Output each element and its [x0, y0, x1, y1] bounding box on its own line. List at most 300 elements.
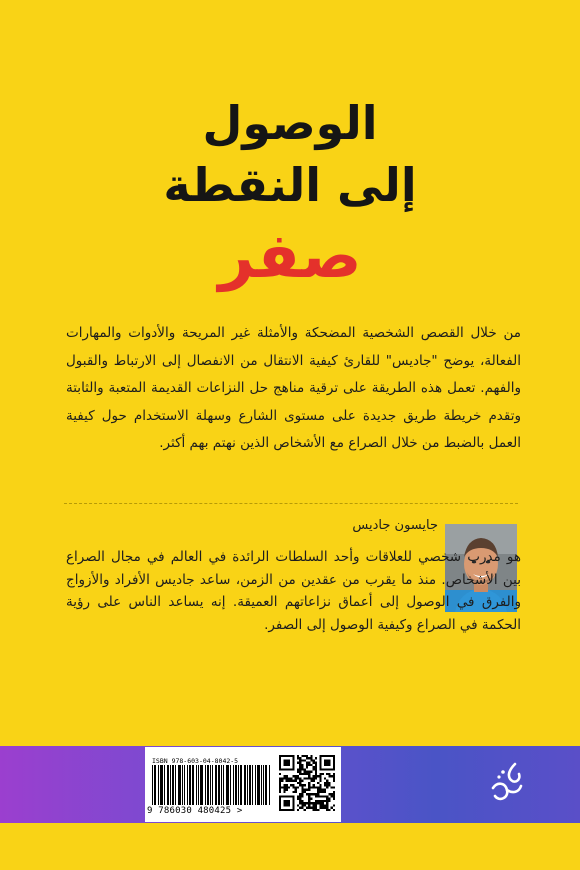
barcode-bar	[221, 765, 222, 805]
qr-module	[292, 764, 294, 766]
qr-module	[288, 800, 290, 802]
qr-module	[319, 766, 321, 768]
qr-module	[315, 768, 317, 770]
qr-module	[333, 764, 335, 766]
barcode-bar	[152, 765, 153, 805]
qr-module	[328, 762, 330, 764]
qr-module	[301, 784, 303, 786]
qr-module	[301, 780, 303, 782]
qr-module	[288, 804, 290, 806]
qr-module	[304, 773, 306, 775]
qr-module	[317, 795, 319, 797]
qr-module	[324, 807, 326, 809]
barcode-bar	[155, 765, 156, 805]
qr-module	[301, 773, 303, 775]
barcode-bar	[158, 765, 159, 805]
qr-module	[328, 782, 330, 784]
qr-module	[326, 780, 328, 782]
qr-module	[317, 786, 319, 788]
qr-module	[297, 786, 299, 788]
qr-module	[279, 762, 281, 764]
qr-module	[299, 793, 301, 795]
qr-module	[281, 809, 283, 811]
barcode-bar	[182, 765, 183, 805]
qr-module	[279, 804, 281, 806]
qr-module	[286, 784, 288, 786]
qr-module	[299, 784, 301, 786]
qr-module	[317, 800, 319, 802]
barcode-bar	[241, 765, 242, 805]
qr-module	[279, 768, 281, 770]
qr-code-icon	[279, 755, 335, 811]
qr-module	[301, 793, 303, 795]
qr-module	[328, 775, 330, 777]
qr-module	[281, 795, 283, 797]
qr-module	[328, 784, 330, 786]
qr-module	[324, 800, 326, 802]
qr-module	[279, 766, 281, 768]
qr-module	[301, 759, 303, 761]
qr-module	[279, 784, 281, 786]
title-line-3: صفر	[218, 219, 362, 292]
qr-module	[299, 798, 301, 800]
qr-module	[319, 780, 321, 782]
qr-module	[324, 764, 326, 766]
qr-module	[315, 757, 317, 759]
barcode-bar	[215, 765, 216, 805]
qr-module	[297, 798, 299, 800]
qr-module	[295, 780, 297, 782]
barcode-bar	[172, 765, 173, 805]
qr-module	[292, 780, 294, 782]
qr-module	[308, 802, 310, 804]
qr-module	[319, 791, 321, 793]
qr-module	[308, 800, 310, 802]
qr-module	[326, 804, 328, 806]
qr-module	[301, 802, 303, 804]
barcode-bar	[255, 765, 256, 805]
qr-module	[308, 771, 310, 773]
qr-module	[292, 775, 294, 777]
qr-module	[308, 762, 310, 764]
qr-module	[313, 786, 315, 788]
qr-module	[326, 800, 328, 802]
qr-module	[292, 755, 294, 757]
qr-module	[279, 759, 281, 761]
qr-module	[313, 766, 315, 768]
qr-module	[304, 809, 306, 811]
qr-module	[315, 762, 317, 764]
qr-module	[295, 777, 297, 779]
barcode-bar	[259, 765, 260, 805]
qr-module	[292, 757, 294, 759]
qr-module	[299, 780, 301, 782]
qr-module	[288, 786, 290, 788]
qr-module	[283, 786, 285, 788]
qr-module	[315, 802, 317, 804]
qr-module	[301, 795, 303, 797]
barcode-bar	[263, 765, 264, 805]
qr-module	[286, 777, 288, 779]
qr-module	[301, 800, 303, 802]
qr-module	[301, 764, 303, 766]
qr-module	[333, 780, 335, 782]
qr-module	[324, 762, 326, 764]
qr-module	[288, 762, 290, 764]
qr-module	[297, 755, 299, 757]
qr-module	[292, 807, 294, 809]
qr-module	[324, 784, 326, 786]
qr-module	[315, 800, 317, 802]
qr-module	[286, 804, 288, 806]
barcode-bar	[189, 765, 190, 805]
qr-module	[292, 804, 294, 806]
qr-module	[306, 755, 308, 757]
qr-module	[283, 768, 285, 770]
qr-module	[326, 762, 328, 764]
qr-module	[319, 775, 321, 777]
qr-module	[319, 802, 321, 804]
qr-module	[301, 786, 303, 788]
qr-module	[292, 800, 294, 802]
qr-module	[299, 771, 301, 773]
qr-module	[326, 784, 328, 786]
barcode-bar	[216, 765, 217, 805]
qr-module	[333, 798, 335, 800]
qr-module	[333, 757, 335, 759]
qr-module	[333, 762, 335, 764]
author-bio	[66, 546, 521, 636]
barcode-bar	[187, 765, 188, 805]
qr-module	[306, 766, 308, 768]
qr-module	[310, 786, 312, 788]
qr-module	[331, 786, 333, 788]
qr-module	[283, 759, 285, 761]
qr-module	[304, 804, 306, 806]
qr-module	[310, 798, 312, 800]
barcode-bar	[219, 765, 220, 805]
barcode-bar	[173, 765, 174, 805]
qr-module	[288, 768, 290, 770]
qr-module	[328, 759, 330, 761]
qr-module	[288, 755, 290, 757]
qr-module	[292, 766, 294, 768]
qr-module	[281, 768, 283, 770]
qr-module	[299, 802, 301, 804]
qr-module	[319, 764, 321, 766]
qr-module	[290, 784, 292, 786]
qr-module	[279, 764, 281, 766]
qr-module	[322, 804, 324, 806]
qr-module	[328, 764, 330, 766]
qr-module	[333, 793, 335, 795]
qr-module	[292, 768, 294, 770]
qr-module	[333, 768, 335, 770]
qr-module	[306, 757, 308, 759]
qr-module	[304, 768, 306, 770]
qr-module	[288, 802, 290, 804]
qr-module	[286, 762, 288, 764]
qr-module	[290, 780, 292, 782]
qr-module	[313, 804, 315, 806]
barcode-bar	[265, 765, 266, 805]
barcode-bar	[198, 765, 199, 805]
qr-module	[283, 809, 285, 811]
barcode-bar	[238, 765, 239, 805]
qr-module	[299, 800, 301, 802]
qr-module	[283, 804, 285, 806]
barcode-bar	[196, 765, 197, 805]
qr-module	[326, 802, 328, 804]
qr-module	[288, 764, 290, 766]
author-bio-text: هو مدرب شخصي للعلاقات وأحد السلطات الرائدة في العالم في مجال الصراع بين الأشخاص. منذ ما يقرب من عقدين من الزمن، ساعد جاديس الأفراد والأزواج والفرق في الوصول إلى أعماق نزاعاتهم العميقة. إنه يساعد الناس على رؤية الحكمة في الصراع وكيفية الوصول إلى الصفر.	[66, 549, 521, 633]
qr-module	[306, 773, 308, 775]
qr-module	[317, 802, 319, 804]
qr-module	[315, 786, 317, 788]
qr-module	[279, 802, 281, 804]
qr-module	[328, 768, 330, 770]
qr-module	[306, 793, 308, 795]
qr-module	[290, 795, 292, 797]
qr-module	[326, 773, 328, 775]
qr-module	[286, 802, 288, 804]
barcode-bar	[244, 765, 245, 805]
qr-module	[286, 759, 288, 761]
qr-module	[326, 798, 328, 800]
qr-module	[328, 809, 330, 811]
barcode-bar	[170, 765, 171, 805]
qr-module	[297, 771, 299, 773]
qr-module	[326, 759, 328, 761]
qr-module	[328, 755, 330, 757]
qr-module	[310, 807, 312, 809]
qr-module	[326, 782, 328, 784]
qr-module	[333, 766, 335, 768]
qr-module	[308, 786, 310, 788]
qr-module	[304, 784, 306, 786]
qr-module	[324, 755, 326, 757]
qr-module	[317, 809, 319, 811]
qr-module	[319, 773, 321, 775]
qr-module	[313, 777, 315, 779]
barcode-bar	[210, 765, 211, 805]
qr-module	[292, 798, 294, 800]
qr-module	[286, 809, 288, 811]
qr-module	[331, 795, 333, 797]
barcode-bar	[261, 765, 262, 805]
qr-module	[308, 793, 310, 795]
qr-module	[310, 764, 312, 766]
qr-module	[283, 777, 285, 779]
qr-module	[317, 791, 319, 793]
qr-module	[315, 777, 317, 779]
qr-module	[324, 804, 326, 806]
qr-module	[279, 798, 281, 800]
qr-module	[331, 768, 333, 770]
barcode-bar	[236, 765, 237, 805]
qr-module	[315, 793, 317, 795]
qr-module	[308, 764, 310, 766]
qr-module	[292, 759, 294, 761]
qr-module	[319, 757, 321, 759]
qr-module	[299, 768, 301, 770]
qr-module	[326, 795, 328, 797]
barcode-bar	[269, 765, 270, 805]
barcode-bar	[226, 765, 227, 805]
qr-module	[292, 791, 294, 793]
barcode-bar	[161, 765, 162, 805]
barcode-bar	[258, 765, 259, 805]
barcode-bar	[252, 765, 253, 805]
qr-module	[322, 791, 324, 793]
qr-module	[331, 775, 333, 777]
qr-module	[310, 755, 312, 757]
qr-module	[279, 782, 281, 784]
qr-module	[313, 768, 315, 770]
barcode-bar	[167, 765, 168, 805]
qr-module	[281, 786, 283, 788]
barcode-bar	[257, 765, 258, 805]
qr-module	[299, 782, 301, 784]
qr-module	[308, 757, 310, 759]
qr-module	[324, 795, 326, 797]
qr-module	[306, 764, 308, 766]
qr-module	[315, 771, 317, 773]
barcode-bar	[154, 765, 155, 805]
qr-module	[299, 766, 301, 768]
qr-module	[306, 789, 308, 791]
qr-module	[279, 773, 281, 775]
barcode-bar	[249, 765, 250, 805]
barcode-bar	[168, 765, 169, 805]
qr-module	[290, 809, 292, 811]
qr-module	[292, 809, 294, 811]
qr-module	[315, 795, 317, 797]
qr-module	[310, 793, 312, 795]
qr-module	[319, 804, 321, 806]
qr-module	[313, 802, 315, 804]
qr-module	[292, 795, 294, 797]
qr-module	[317, 789, 319, 791]
qr-module	[322, 800, 324, 802]
qr-module	[292, 784, 294, 786]
qr-module	[319, 762, 321, 764]
qr-module	[299, 773, 301, 775]
qr-module	[310, 802, 312, 804]
qr-module	[301, 789, 303, 791]
qr-module	[286, 775, 288, 777]
qr-module	[306, 762, 308, 764]
barcode-bar	[202, 765, 203, 805]
qr-module	[313, 809, 315, 811]
qr-module	[288, 795, 290, 797]
qr-module	[322, 773, 324, 775]
qr-module	[283, 795, 285, 797]
dashed-divider	[64, 503, 518, 504]
qr-module	[299, 759, 301, 761]
qr-module	[331, 755, 333, 757]
qr-module	[279, 786, 281, 788]
qr-module	[290, 768, 292, 770]
qr-module	[317, 782, 319, 784]
qr-module	[304, 759, 306, 761]
qr-module	[322, 789, 324, 791]
qr-module	[333, 759, 335, 761]
qr-module	[306, 807, 308, 809]
qr-module	[297, 782, 299, 784]
qr-module	[301, 768, 303, 770]
qr-module	[324, 768, 326, 770]
barcode-bar	[201, 765, 202, 805]
qr-module	[319, 768, 321, 770]
barcode-bar	[207, 765, 208, 805]
qr-module	[286, 800, 288, 802]
book-description: من خلال القصص الشخصية المضحكة والأمثلة غير المريحة والأدوات والمهارات الفعالة، يوضح "جاديس" للقارئ كيفية الانتقال من الانفصال إلى الارتباط والقبول والفهم. تعمل هذه الطريقة على ترقية مناهج حل النزاعات القديمة المتعبة والثابتة وتقدم خريطة طريق جديدة على مستوى الشارع وسهلة الاستخدام حول كيفية العمل بالضبط من خلال الصراع مع الأشخاص الذين نهتم بهم أكثر.	[66, 325, 521, 451]
qr-module	[279, 791, 281, 793]
qr-module	[297, 804, 299, 806]
qr-module	[290, 777, 292, 779]
qr-module	[306, 777, 308, 779]
qr-module	[315, 809, 317, 811]
qr-module	[333, 775, 335, 777]
qr-module	[315, 773, 317, 775]
qr-module	[326, 786, 328, 788]
barcode-bar	[160, 765, 161, 805]
qr-module	[279, 795, 281, 797]
qr-module	[310, 757, 312, 759]
qr-module	[297, 795, 299, 797]
qr-module	[304, 771, 306, 773]
qr-module	[286, 764, 288, 766]
barcode-bar	[164, 765, 165, 805]
qr-module	[283, 791, 285, 793]
qr-module	[283, 784, 285, 786]
qr-module	[308, 807, 310, 809]
qr-module	[283, 800, 285, 802]
qr-module	[279, 777, 281, 779]
qr-module	[319, 807, 321, 809]
barcode-bar	[247, 765, 248, 805]
qr-module	[319, 784, 321, 786]
qr-module	[299, 777, 301, 779]
qr-module	[283, 789, 285, 791]
qr-module	[292, 786, 294, 788]
qr-module	[286, 789, 288, 791]
qr-module	[315, 764, 317, 766]
barcode-bar	[184, 765, 185, 805]
qr-module	[333, 786, 335, 788]
qr-module	[308, 789, 310, 791]
qr-module	[328, 800, 330, 802]
qr-module	[286, 768, 288, 770]
qr-module	[317, 793, 319, 795]
qr-module	[279, 755, 281, 757]
author-name: جايسون جاديس	[352, 518, 438, 533]
barcode-bar	[218, 765, 219, 805]
barcode-bar	[250, 765, 251, 805]
qr-module	[295, 789, 297, 791]
qr-module	[281, 755, 283, 757]
book-title	[0, 92, 580, 294]
qr-module	[295, 775, 297, 777]
barcode-bar	[245, 765, 246, 805]
qr-module	[326, 807, 328, 809]
qr-module	[324, 759, 326, 761]
qr-module	[326, 755, 328, 757]
qr-module	[313, 759, 315, 761]
qr-module	[313, 807, 315, 809]
qr-module	[288, 759, 290, 761]
